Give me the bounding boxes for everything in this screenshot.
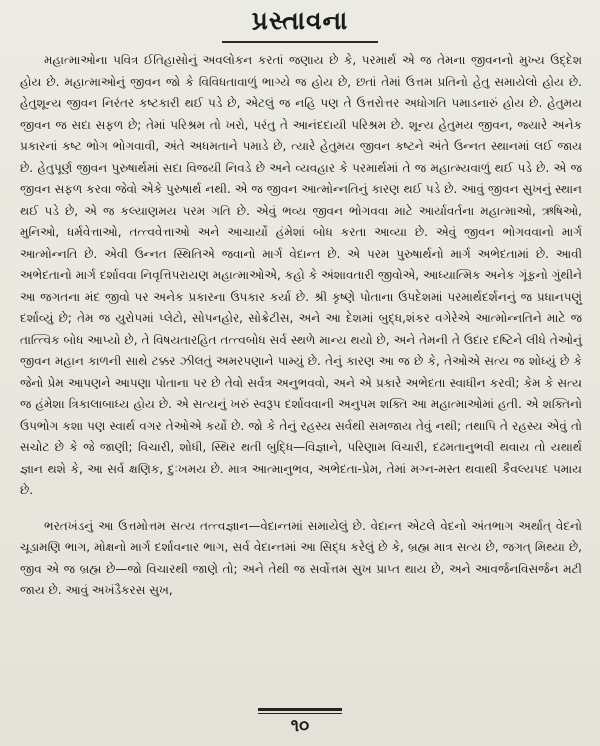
footer-divider: [258, 708, 342, 711]
footer-divider-thin: [258, 713, 342, 714]
page-title: પ્રસ્તાવના: [251, 6, 349, 35]
paragraph-2: ભરતખંડનું આ ઉત્તમોત્તમ સત્ય તત્ત્વજ્ઞાન—વેદાન્તમાં સમાયેલું છે. વેદાન્ત એટલે વેદનો અંતભાગ અર્થાત્ વેદનો ચૂડામણિ ભાગ, મોક્ષનો માર્ગ દર્શાવનાર ભાગ, સર્વ વેદાન્તમાં આ સિદ્ધ કરેલું છે કે, બ્રહ્મ માત્ર સત્ય છે, જગત્ મિથ્યા છે, જીવ એ જ બ્રહ્મ છે—જો વિચારથી જાણે તો; અને તેથી જ સર્વોત્તમ સુખ પ્રાપ્ત થાય છે, અને આવર્જનવિસર્જન મટી જાય છે. આવું અખંડૈકરસ સુખ,: [20, 518, 582, 597]
body-text: [20, 50, 582, 616]
page-number: ૧૦: [290, 716, 310, 736]
title-underline: [222, 41, 378, 43]
paragraph-1: મહાત્માઓના પવિત્ર ઈતિહાસોનું અવલોકન કરતાં જણાય છે કે, પરમાર્થ એ જ તેમના જીવનનો મુખ્ય ઉદ્દેશ હોય છે. મહાત્માઓનું જીવન જો કે વિવિધતાવાળું ભાગ્યે જ હોય છે, છતાં તેમાં ઉત્તમ પ્રતિનો હેતુ સમાયેલો હોય છે. હેતુશૂન્ય જીવન નિરંતર કષ્ટકારી થઈ પડે છે, એટલું જ નહિ પણ તે ઉત્તરોત્તર અધોગતિ પમાડનારું હોય છે. હેતુમય જીવન જ સદા સફળ છે; તેમાં પરિશ્રમ તો ખરો, પરંતુ તે આનંદદાયી પરિશ્રમ છે. શૂન્ય હેતુમય જીવન, જ્યારે અનેક પ્રકારનાં કષ્ટ ભોગ ભોગવાવી, અંતે અધમતાને પમાડે છે, ત્યારે હેતુમય જીવન કષ્ટને અંતે ઉન્નત સ્થાનમાં લઈ જાય છે. હેતુપૂર્ણ જીવન પુરુષાર્થમાં સદા વિજયી નિવડે છે અને વ્યવહાર કે પરમાર્થમાં તે જ મહાત્મ્યવાળું થઈ પડે છે. એ જ જીવન સફળ કરવા જેવો એકે પુરુષાર્થ નથી. એ જ જીવન આત્મોન્નતિનું કારણ થઈ પડે છે. આવું જીવન સુખનું સ્થાન થઈ પડે છે, એ જ કલ્યાણમય પરમ ગતિ છે. એવું ભવ્ય જીવન ભોગવવા માટે આર્યાવર્તના મહાત્માઓ, ઋષિઓ, મુનિઓ, ધર્મવેત્તાઓ, તત્ત્વવેત્તાઓ અને આચાર્યો હંમેશાં બોધ કરતા આવ્યા છે. એવું જીવન ભોગવવાનો માર્ગ આત્મોન્નતિ છે. એવી ઉન્નત સ્થિતિએ જવાનો માર્ગ વેદાન્ત છે. એ પરમ પુરુષાર્થનો માર્ગ અભેદતામાં છે. આવી અભેદતાનો માર્ગ દર્શાવવા નિવૃત્તિપરાયણ મહાત્માઓએ, કહો કે અંશાવતારી જીવોએ, આધ્યાત્મિક અનેક ગૂંફનો ગુંથીને આ જગતના મંદ જીવો પર અનેક પ્રકારના ઉપકાર કર્યા છે. શ્રી કૃષ્ણે પોતાના ઉપદેશમાં પરમાર્થદર્શનનું જ પ્રધાનપણું દર્શાવ્યું છે; તેમ જ યુરોપમાં પ્લેટો, સોપનહોર, સોક્રેટીસ, અને આ દેશમાં બુદ્ધ,શંકર વગેરેએ આત્મોન્નતિને માટે જ તાત્ત્વિક બોધ આપ્યો છે, તે વિષયતારહિત તત્ત્વબોધ સર્વ સ્થળે માન્ય થયો છે, અને તેમની તે ઉદાર દષ્ટિને લીધે તેઓનું જીવન મહાન કાળની સાથે ટક્કર ઝીલતું અમરપણાને પામ્યું છે. તેનું કારણ આ જ છે કે, તેઓએ સત્ય જ શોધ્યું છે કે જેનો પ્રેમ આપણને આપણા પોતાના પર છે તેવો સર્વત્ર અનુભવવો, અને એ પ્રકારે અભેદતા સ્વાધીન કરવી; કેમ કે સત્ય જ હંમેશા ત્રિકાલાબાધ્ય હોય છે. એ સત્યનું ખરું સ્વરૂપ દર્શાવવાની અનુપમ શક્તિ આ મહાત્માઓમાં હતી. એ શક્તિનો ઉપભોગ કશા પણ સ્વાર્થ વગર તેઓએ કર્યો છે. જો કે તેનું રહસ્ય સર્વથી સમજાય તેવું નથી; તથાપિ તે રહસ્ય એવું તો સચોટ છે કે જે જાણી; વિચારી, શોધી, સ્થિર થતી બુદ્ધિ—વિજ્ઞાને, પરિણામ વિચારી, દઢમતાનુભવી થવાય તો યથાર્થ જ્ઞાન થશે કે, આ સર્વ ક્ષણિક, દુઃખમય છે. માત્ર આત્માનુભવ, અભેદતા-પ્રેમ, તેમાં મગ્ન-મસ્ત થવાથી કૈવલ્યપદ પમાય છે.: [20, 53, 582, 497]
